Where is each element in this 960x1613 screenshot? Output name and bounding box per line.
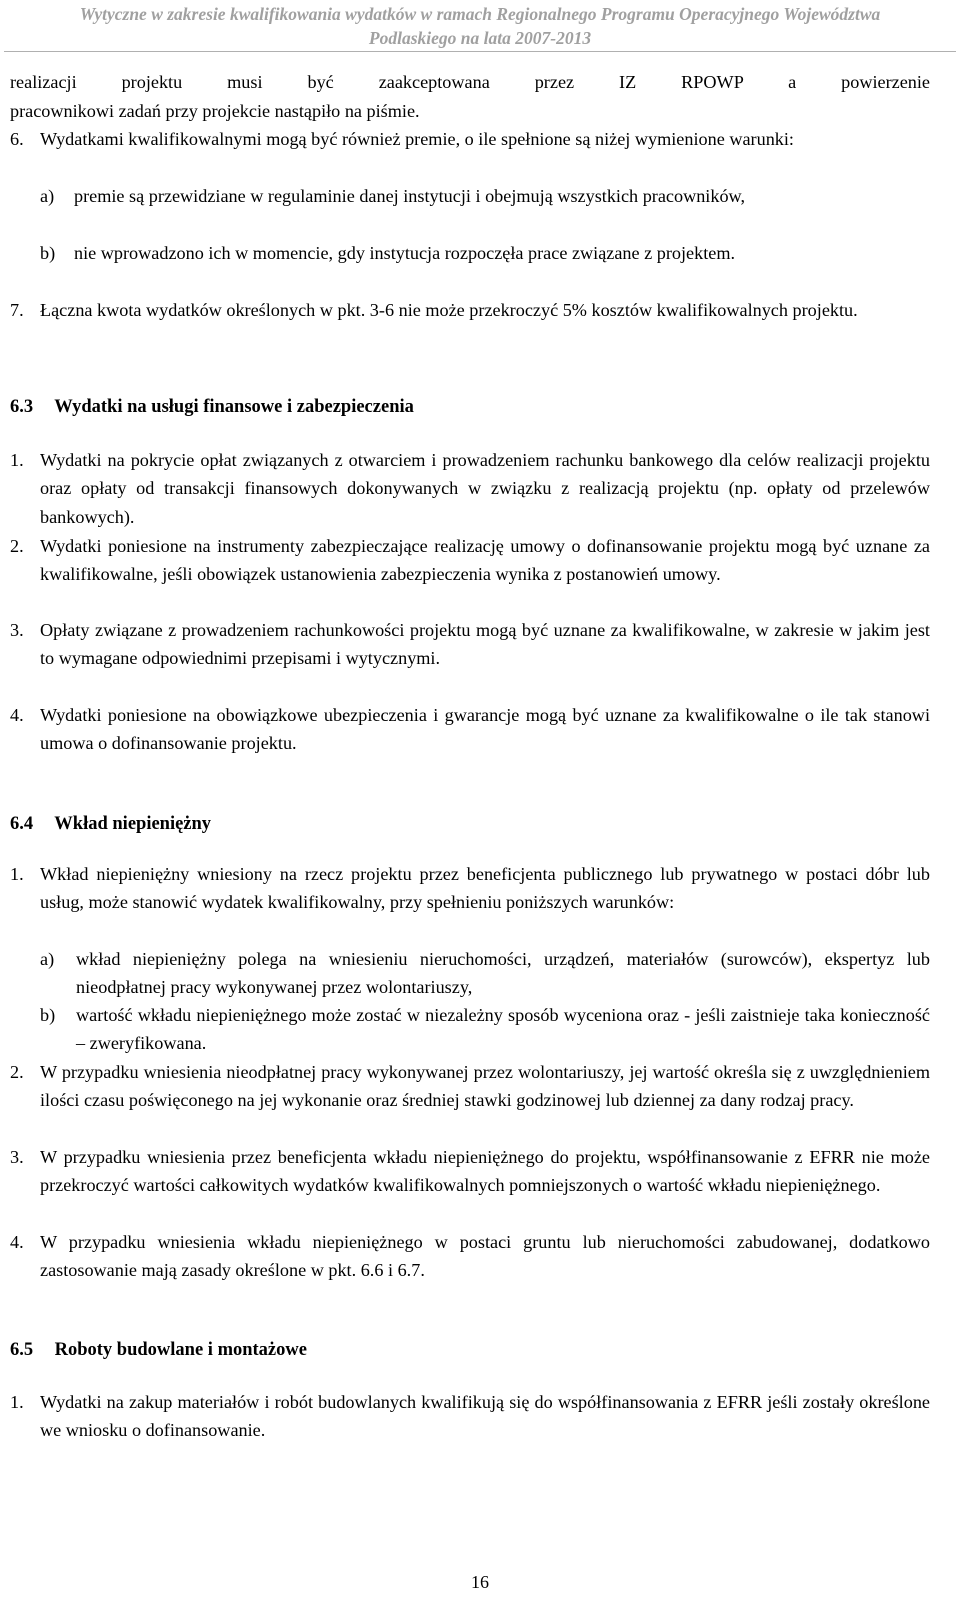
section-title: Roboty budowlane i montażowe: [54, 1340, 307, 1360]
list-item-number: 2.: [10, 1062, 24, 1082]
list-item-number: 1.: [10, 864, 24, 884]
section-6-4-sub-a: [40, 945, 930, 1002]
running-header: [0, 0, 960, 54]
section-6-5-item-1: [10, 1388, 930, 1445]
section-title: Wydatki na usługi finansowe i zabezpieczenia: [54, 397, 414, 417]
sub-item-a: [40, 182, 930, 210]
list-item-text: Wydatki na pokrycie opłat związanych z otwarciem i prowadzeniem rachunku bankowego dla celów realizacji projektu oraz opłaty od transakcji finansowych dokonywanych w związku z realizacją projektu (np. opłaty od przelewów bankowych).: [40, 450, 930, 527]
sub-item-letter: a): [40, 186, 55, 206]
section-6-4-item-2: [10, 1058, 930, 1115]
list-item-text: Wydatki poniesione na obowiązkowe ubezpieczenia i gwarancje mogą być uznane za kwalifikowalne o ile tak stanowi umowa o dofinansowanie projektu.: [40, 705, 930, 754]
section-number: 6.5: [10, 1340, 34, 1360]
section-title: Wkład niepieniężny: [54, 814, 212, 834]
list-item-number: 4.: [10, 705, 24, 725]
section-number: 6.4: [10, 814, 34, 834]
list-item-number: 3.: [10, 620, 24, 640]
section-heading-6-4: [10, 810, 211, 838]
section-heading-6-3: [10, 393, 414, 421]
sub-item-letter: a): [40, 949, 55, 969]
list-item-number: 7.: [10, 300, 24, 320]
section-6-4-item-3: [10, 1143, 930, 1200]
page-number: 16: [471, 1572, 489, 1592]
list-item-text: Wydatki poniesione na instrumenty zabezpieczające realizację umowy o dofinansowanie projektu mogą być uznane za kwalifikowalne, jeśli obowiązek ustanowienia zabezpieczenia wynika z postanowień umowy.: [40, 536, 930, 585]
section-6-3-item-4: [10, 701, 930, 758]
list-item-text: W przypadku wniesienia nieodpłatnej pracy wykonywanej przez wolontariuszy, jej wartość określa się z uwzględnieniem ilości czasu poświęconego na jej wykonanie oraz średniej stawki godzinowej lub dziennej za dany rodzaj pracy.: [40, 1062, 930, 1111]
header-line-2: Podlaskiego na lata 2007-2013: [368, 28, 592, 48]
sub-item-text: premie są przewidziane w regulaminie danej instytucji i obejmują wszystkich pracowników,: [74, 186, 746, 206]
sub-item-letter: b): [40, 243, 56, 263]
list-item-text: Wkład niepieniężny wniesiony na rzecz projektu przez beneficjenta publicznego lub prywatnego w postaci dóbr lub usług, może stanowić wydatek kwalifikowalny, przy spełnieniu poniższych warunków:: [40, 864, 930, 913]
sub-item-text: wkład niepieniężny polega na wniesieniu nieruchomości, urządzeń, materiałów (surowców), ekspertyz lub nieodpłatnej pracy wykonywanej przez wolontariuszy,: [76, 949, 930, 998]
sub-item-b: [40, 239, 930, 267]
list-item-number: 1.: [10, 1392, 24, 1412]
sub-item-text: wartość wkładu niepieniężnego może zostać w niezależny sposób wyceniona oraz - jeśli zaistnieje taka konieczność – zweryfikowana.: [76, 1005, 930, 1054]
header-divider: [4, 51, 956, 52]
list-item-text: W przypadku wniesienia wkładu niepieniężnego w postaci gruntu lub nieruchomości zabudowanej, dodatkowo zastosowanie mają zasady określone w pkt. 6.6 i 6.7.: [40, 1232, 930, 1281]
section-heading-6-5: [10, 1336, 307, 1364]
section-6-3-item-3: [10, 616, 930, 673]
list-item-number: 4.: [10, 1232, 24, 1252]
section-number: 6.3: [10, 397, 34, 417]
sub-item-letter: b): [40, 1005, 56, 1025]
list-item-number: 2.: [10, 536, 24, 556]
list-item-number: 1.: [10, 450, 24, 470]
section-6-4-item-1: [10, 860, 930, 917]
section-6-3-item-1: [10, 446, 930, 531]
list-item-text: Wydatki na zakup materiałów i robót budowlanych kwalifikują się do współfinansowania z EFRR jeśli zostały określone we wniosku o dofinansowanie.: [40, 1392, 930, 1441]
intro-line-1: realizacji projektu musi być zaakceptowana przez IZ RPOWP a powierzenie: [10, 72, 930, 92]
sub-item-text: nie wprowadzono ich w momencie, gdy instytucja rozpoczęła prace związane z projektem.: [74, 243, 736, 263]
list-item-text: Wydatkami kwalifikowalnymi mogą być również premie, o ile spełnione są niżej wymienione warunki:: [40, 129, 794, 149]
list-item-text: W przypadku wniesienia przez beneficjenta wkładu niepieniężnego do projektu, współfinansowanie z EFRR nie może przekroczyć wartości całkowitych wydatków kwalifikowalnych pomniejszonych o wartość wkładu niepieniężnego.: [40, 1147, 930, 1196]
list-item-7: [10, 296, 930, 324]
section-6-3-item-2: [10, 532, 930, 589]
header-line-1: Wytyczne w zakresie kwalifikowania wydatków w ramach Regionalnego Programu Operacyjnego Województwa: [79, 4, 881, 24]
list-item-number: 3.: [10, 1147, 24, 1167]
section-6-4-item-4: [10, 1228, 930, 1285]
list-item-text: Opłaty związane z prowadzeniem rachunkowości projektu mogą być uznane za kwalifikowalne, w zakresie w jakim jest to wymagane odpowiednimi przepisami i wytycznymi.: [40, 620, 930, 669]
list-item-text: Łączna kwota wydatków określonych w pkt. 3-6 nie może przekroczyć 5% kosztów kwalifikowalnych projektu.: [40, 300, 858, 320]
list-item-number: 6.: [10, 129, 24, 149]
section-6-4-sub-b: [40, 1001, 930, 1058]
list-item-6: [10, 125, 930, 153]
intro-line-2: pracownikowi zadań przy projekcie nastąpiło na piśmie.: [10, 101, 420, 121]
